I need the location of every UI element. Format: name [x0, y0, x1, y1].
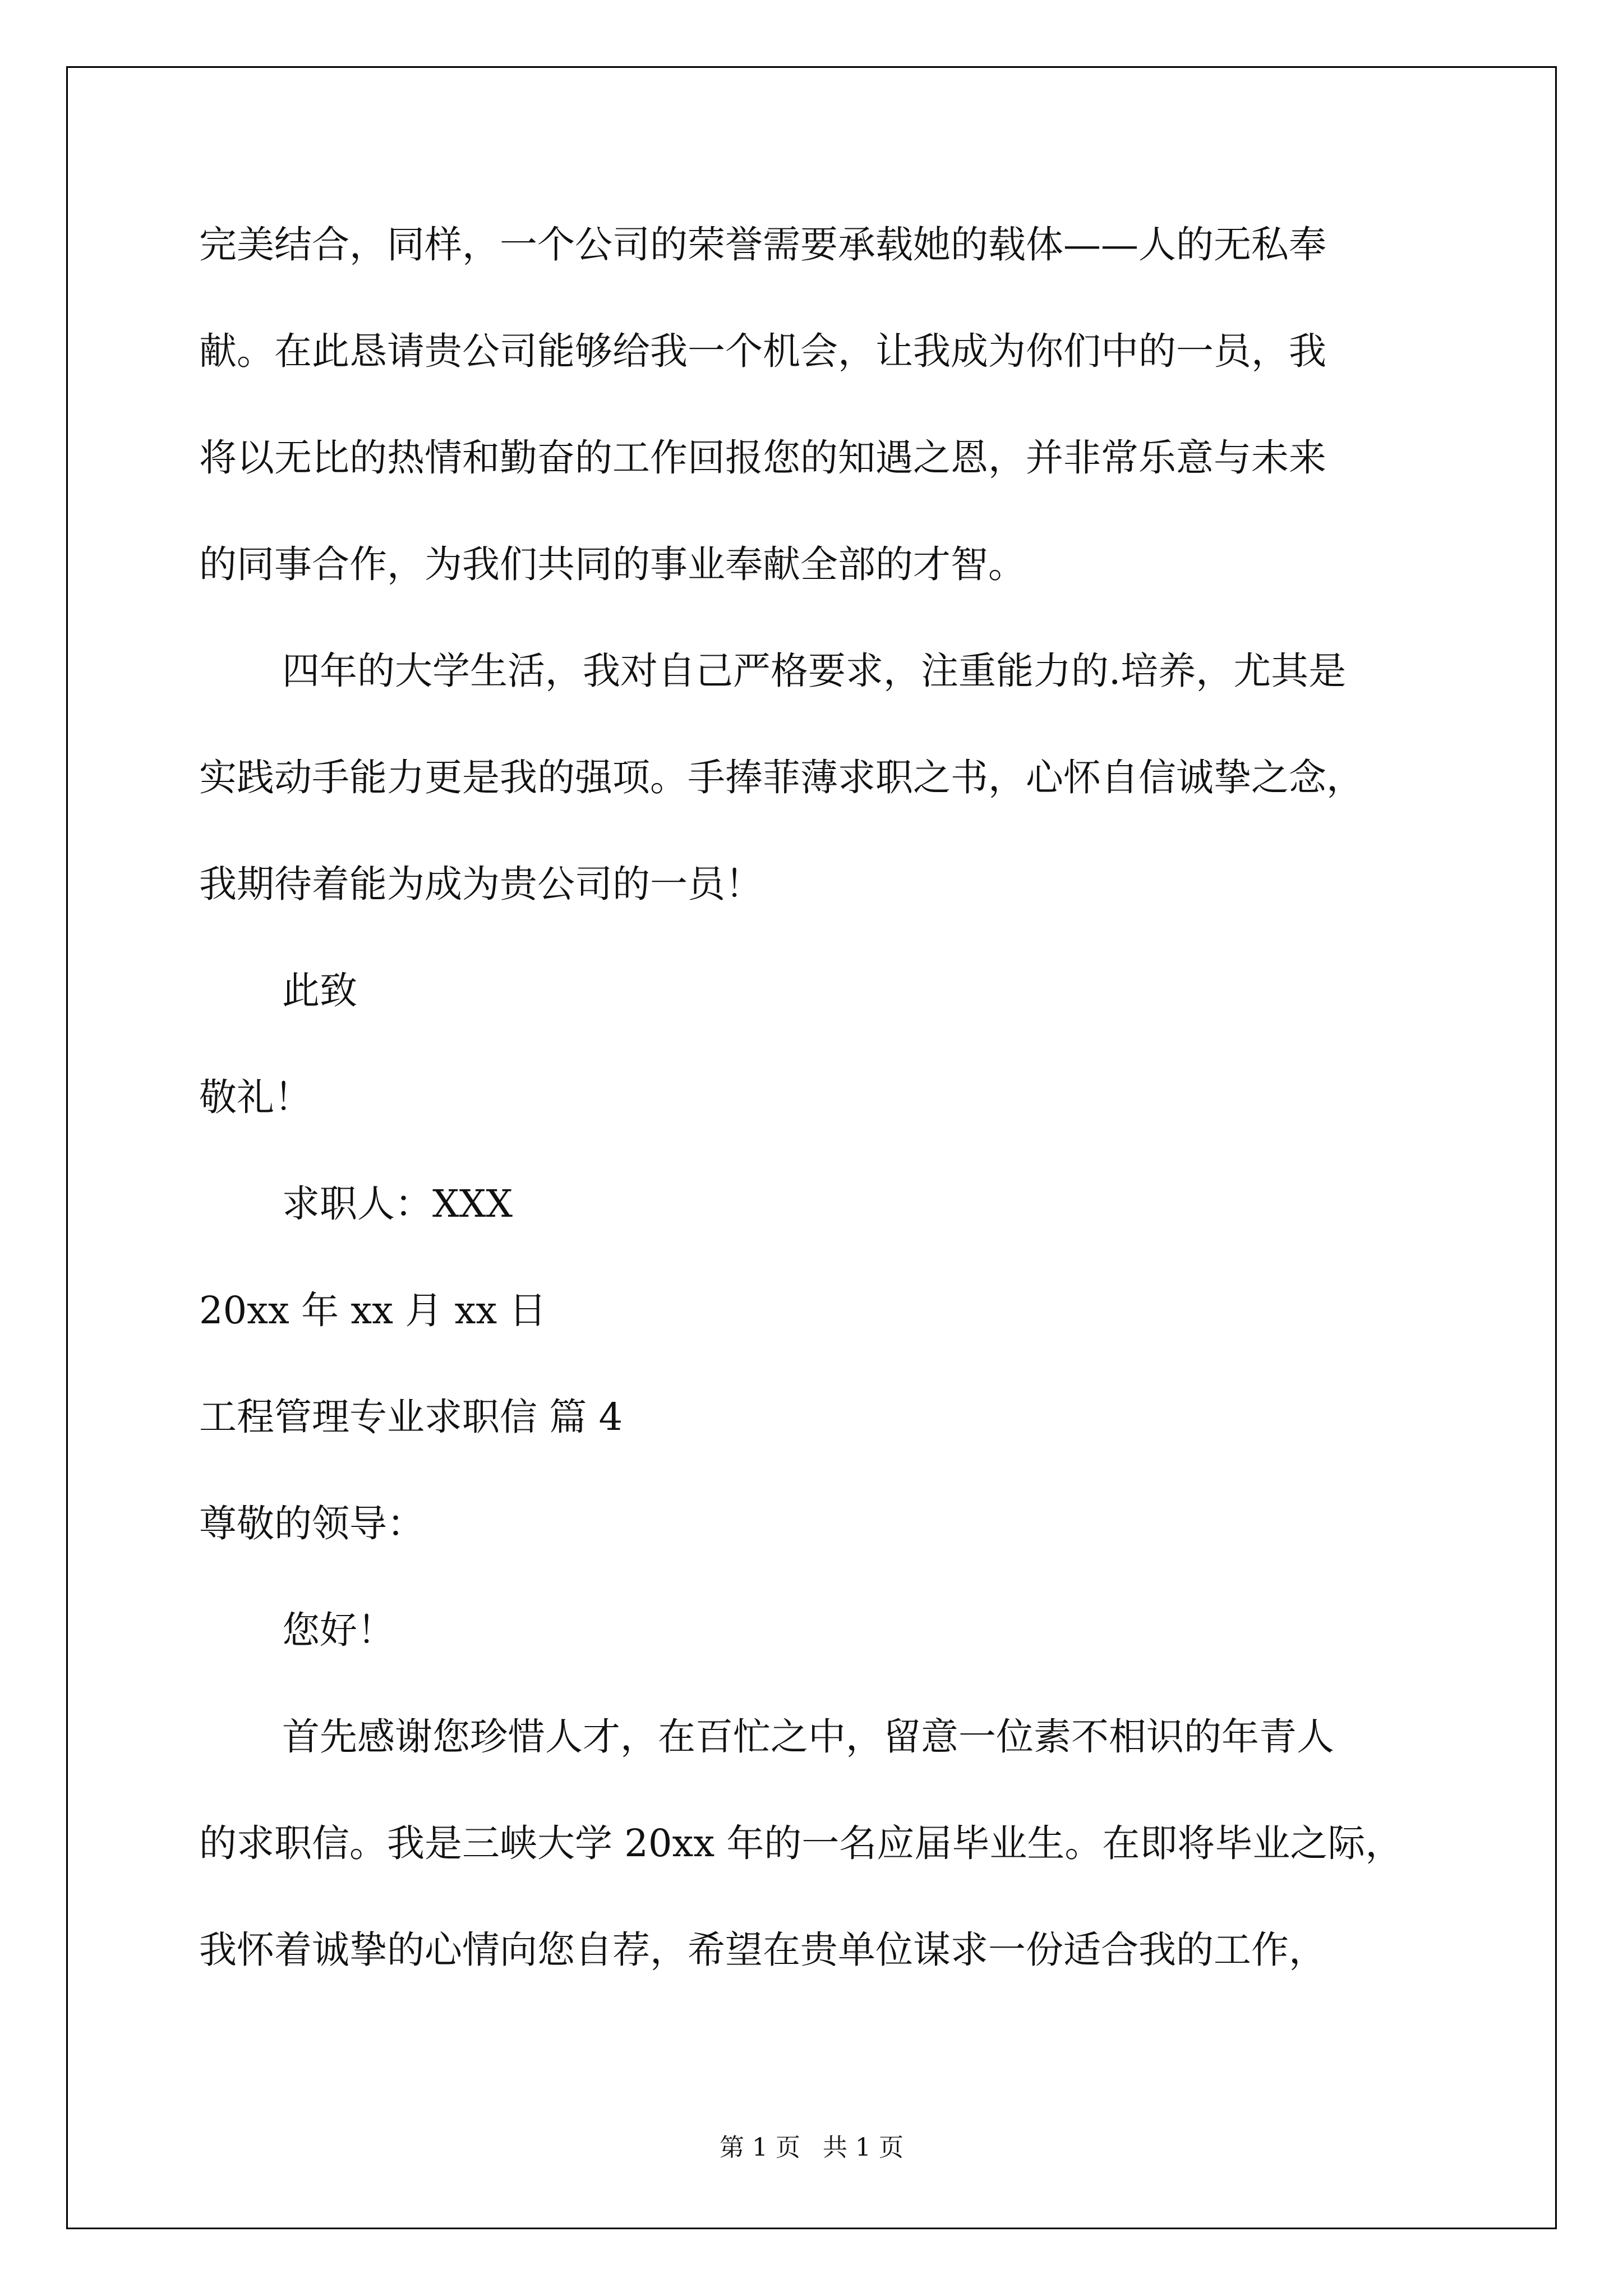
paragraph-line: 首先感谢您珍惜人才，在百忙之中，留意一位素不相识的年青人: [282, 1715, 1334, 1759]
closing-salutation: 此致: [282, 969, 357, 1013]
paragraph-line: 献。在此恳请贵公司能够给我一个机会，让我成为你们中的一员，我: [199, 329, 1326, 373]
paragraph-line: 的同事合作，为我们共同的事业奉献全部的才智。: [199, 542, 1026, 586]
page-total: 共 1 页: [823, 2133, 903, 2162]
paragraph-line: 的求职信。我是三峡大学 20xx 年的一名应届毕业生。在即将毕业之际，: [199, 1821, 1403, 1865]
paragraph-line: 实践动手能力更是我的强项。手捧菲薄求职之书，心怀自信诚挚之念，: [199, 756, 1364, 799]
paragraph-line: 完美结合，同样，一个公司的荣誉需要承载她的载体——人的无私奉: [199, 223, 1326, 266]
paragraph-line: 我怀着诚挚的心情向您自荐，希望在贵单位谋求一份适合我的工作，: [199, 1928, 1326, 1972]
section-title: 工程管理专业求职信 篇 4: [199, 1395, 623, 1439]
paragraph-line: 四年的大学生活，我对自己严格要求，注重能力的.培养，尤其是: [282, 649, 1347, 693]
closing-regards: 敬礼！: [199, 1075, 312, 1119]
letter-greeting: 尊敬的领导：: [199, 1502, 425, 1545]
page-border: [66, 66, 1557, 2229]
letter-hello: 您好！: [282, 1608, 395, 1652]
paragraph-line: 将以无比的热情和勤奋的工作回报您的知遇之恩，并非常乐意与未来: [199, 436, 1326, 480]
applicant-signature: 求职人：XXX: [282, 1182, 513, 1226]
page-number: 第 1 页: [720, 2133, 800, 2162]
page-footer: [0, 2127, 1623, 2163]
paragraph-line: 我期待着能为成为贵公司的一员！: [199, 862, 763, 906]
letter-date: 20xx 年 xx 月 xx 日: [199, 1289, 547, 1332]
